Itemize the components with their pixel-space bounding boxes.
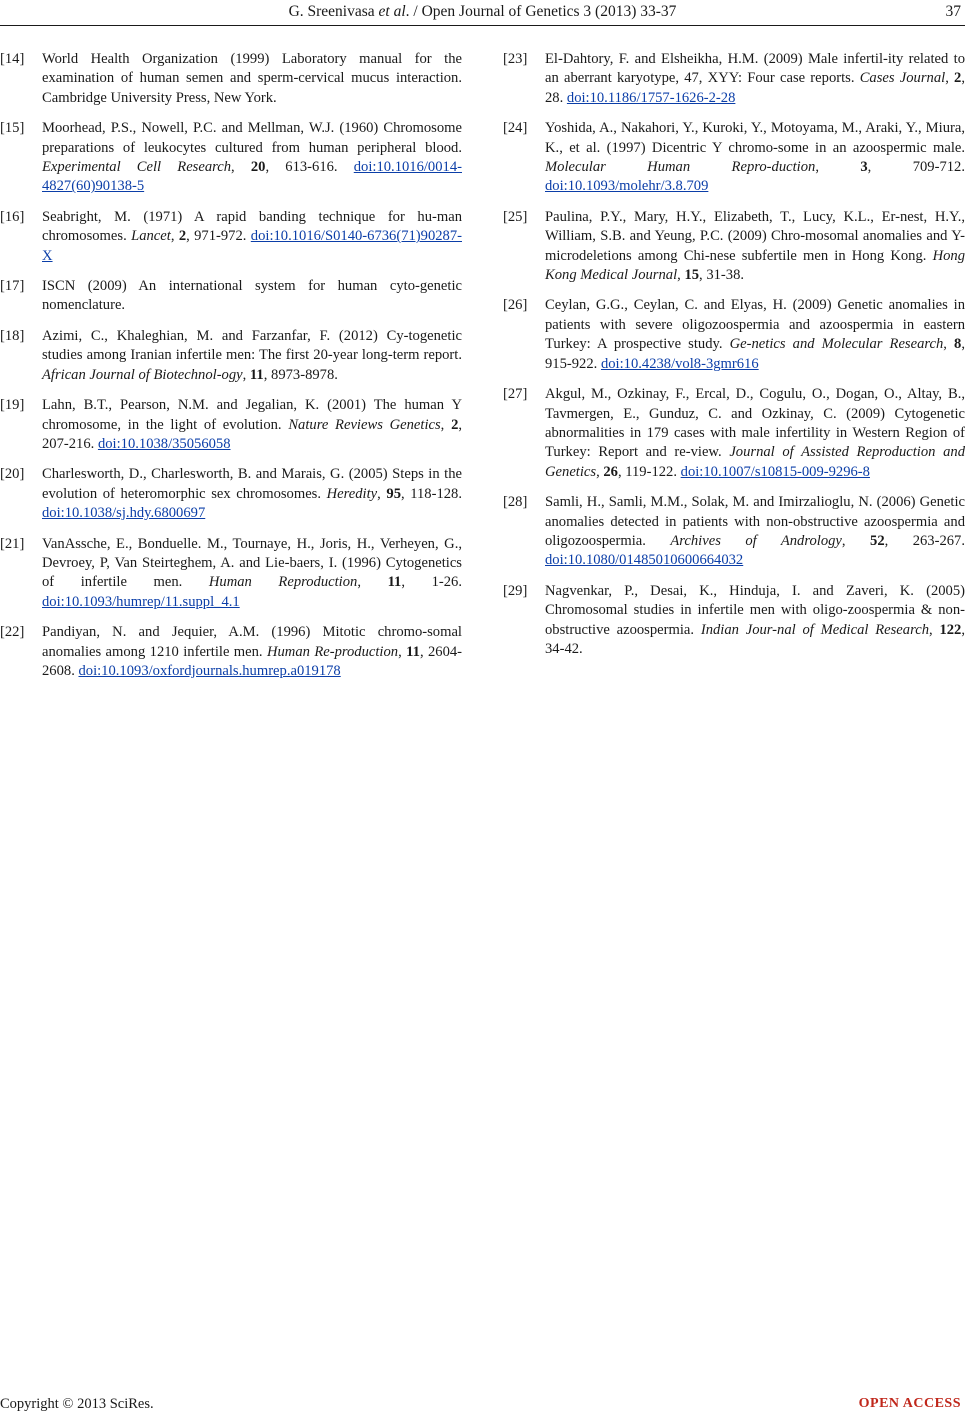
- reference-journal: Lancet: [131, 228, 171, 245]
- reference-doi-link[interactable]: doi:10.1093/molehr/3.8.709: [545, 178, 709, 195]
- reference-authors-title: Ceylan, G.G., Ceylan, C. and Elyas, H. (2009) Genetic anomalies in patients with severe oligozoospermia and azoospermia in eastern Turkey: A prospective study.: [545, 297, 965, 353]
- reference-pages: , 2604-2608.: [42, 643, 463, 679]
- reference-item: [0, 535, 462, 613]
- reference-authors-title: Yoshida, A., Nakahori, Y., Kuroki, Y., Motoyama, M., Araki, Y., Miura, K., et al. (1997) Dicentric Y chromo-some in an azoospermic male.: [545, 120, 965, 156]
- reference-item: [0, 50, 462, 108]
- reference-number: [17]: [0, 278, 25, 295]
- reference-journal: African Journal of Biotechnol-ogy: [42, 366, 243, 383]
- reference-authors-title: El-Dahtory, F. and Elsheikha, H.M. (2009) Male infertil-ity related to an aberrant karyotype, 47, XYY: Four case reports.: [545, 51, 965, 87]
- reference-authors-title: Nagvenkar, P., Desai, K., Hinduja, I. and Zaveri, K. (2005) Chromosomal studies in infertile men with oligo-zoospermia & non-obstructive azoospermia.: [545, 582, 965, 638]
- reference-item: [503, 493, 965, 571]
- reference-number: [27]: [503, 386, 528, 403]
- reference-text: [42, 278, 462, 313]
- reference-journal: Ge-netics and Molecular Research: [729, 336, 944, 353]
- reference-volume: 11: [406, 643, 420, 660]
- reference-text: [42, 397, 462, 452]
- reference-separator: ,: [357, 574, 388, 591]
- reference-item: [503, 119, 965, 197]
- reference-text: [545, 386, 965, 480]
- reference-volume: 2: [451, 416, 459, 433]
- reference-pages: , 28.: [545, 70, 965, 106]
- reference-authors-title: Seabright, M. (1971) A rapid banding technique for hu-man chromosomes.: [42, 208, 462, 245]
- reference-pages: , 915-922.: [545, 336, 965, 372]
- reference-text: [42, 328, 462, 383]
- reference-journal: Journal of Assisted Reproduction and Genetics: [545, 444, 965, 480]
- reference-number: [19]: [0, 397, 25, 414]
- reference-text: [545, 583, 965, 657]
- reference-number: [24]: [503, 120, 528, 137]
- reference-number: [16]: [0, 208, 25, 225]
- reference-text: [42, 51, 462, 106]
- reference-separator: ,: [943, 336, 955, 353]
- reference-text: [42, 466, 462, 521]
- reference-pages: , 207-216.: [42, 416, 463, 452]
- reference-item: [0, 119, 462, 197]
- header-etal: et al: [378, 3, 406, 20]
- reference-pages: , 709-712.: [867, 159, 965, 176]
- reference-pages: , 971-972.: [186, 228, 251, 245]
- reference-number: [28]: [503, 494, 528, 511]
- reference-volume: 95: [386, 485, 401, 502]
- header-rule: [0, 25, 965, 26]
- page-number: 37: [945, 3, 961, 20]
- reference-item: [503, 385, 965, 482]
- reference-number: [22]: [0, 624, 25, 641]
- reference-text: [42, 624, 462, 679]
- reference-authors-title: Lahn, B.T., Pearson, N.M. and Jegalian, K. (2001) The human Y chromosome, in the light of evolution.: [42, 397, 462, 433]
- reference-separator: ,: [815, 159, 861, 176]
- reference-doi-link[interactable]: doi:10.1080/01485010600664032: [545, 552, 744, 569]
- reference-journal: Indian Jour-nal of Medical Research: [700, 621, 929, 638]
- reference-item: [0, 208, 462, 266]
- reference-item: [0, 465, 462, 523]
- reference-authors-title: Samli, H., Samli, M.M., Solak, M. and Imirzalioglu, N. (2006) Genetic anomalies detected in patients with non-obstructive azoospermia and oligozoospermia.: [545, 494, 965, 549]
- reference-volume: 2: [178, 228, 187, 245]
- reference-authors-title: Pandiyan, N. and Jequier, A.M. (1996) Mitotic chromo-somal anomalies among 1210 infertile men.: [42, 624, 462, 660]
- reference-item: [503, 296, 965, 374]
- reference-pages: , 34-42.: [545, 621, 965, 657]
- reference-authors-title: World Health Organization (1999) Laboratory manual for the examination of human semen and sperm-cervical mucus interaction. Cambridge University Press, New York.: [42, 51, 462, 106]
- reference-authors-title: Akgul, M., Ozkinay, F., Ercal, D., Cogulu, O., Dogan, O., Altay, B., Tavmergen, E., Gunduz, C. and Ozkinay, C. (2009) Cytogenetic abnormalities in 179 cases with male infertility in Western Region of Turkey: Report and re-view.: [545, 386, 965, 461]
- reference-separator: ,: [398, 643, 407, 660]
- reference-journal: Human Re-production: [266, 643, 399, 660]
- reference-authors-title: ISCN (2009) An international system for human cyto-genetic nomenclature.: [42, 278, 462, 314]
- reference-number: [21]: [0, 535, 25, 552]
- reference-item: [503, 50, 965, 108]
- reference-item: [0, 277, 462, 316]
- reference-authors-title: Paulina, P.Y., Mary, H.Y., Elizabeth, T., Lucy, K.L., Er-nest, H.Y., William, S.B. and Yeung, P.C. (2009) Chro-mosomal anomalies and Y-microdeletions among Chi-nese subfertile men in Hong Kong.: [545, 208, 965, 264]
- reference-number: [20]: [0, 466, 25, 483]
- reference-number: [26]: [503, 297, 528, 314]
- reference-number: [25]: [503, 208, 528, 225]
- reference-separator: ,: [945, 70, 955, 87]
- reference-text: [42, 120, 462, 194]
- reference-journal: Human Reproduction: [208, 574, 358, 591]
- reference-number: [18]: [0, 327, 25, 344]
- reference-separator: ,: [440, 416, 452, 433]
- reference-journal: Hong Kong Medical Journal: [545, 247, 965, 284]
- reference-volume: 2: [954, 70, 962, 87]
- references-column-right: [503, 50, 965, 670]
- reference-authors-title: Moorhead, P.S., Nowell, P.C. and Mellman, W.J. (1960) Chromosome preparations of leukocytes cultured from human peripheral blood.: [42, 120, 462, 156]
- reference-journal: Archives of Andrology: [670, 532, 842, 549]
- reference-number: [23]: [503, 51, 528, 67]
- reference-volume: 52: [870, 532, 885, 549]
- open-access-label: OPEN ACCESS: [858, 1396, 961, 1411]
- header-journal: . / Open Journal of Genetics 3 (2013) 33-37: [405, 3, 677, 20]
- reference-pages: , 8973-8978.: [263, 366, 338, 383]
- reference-journal: Experimental Cell Research: [42, 159, 232, 176]
- reference-number: [29]: [503, 582, 528, 599]
- reference-text: [545, 51, 965, 106]
- reference-pages: , 613-616.: [265, 159, 354, 176]
- reference-item: [0, 396, 462, 454]
- reference-pages: , 31-38.: [699, 267, 745, 284]
- reference-pages: , 1-26.: [401, 574, 462, 591]
- reference-item: [503, 208, 965, 286]
- reference-volume: 11: [387, 574, 402, 591]
- reference-volume: 122: [939, 621, 962, 638]
- reference-journal: Heredity: [326, 485, 378, 502]
- reference-doi-link[interactable]: doi:10.1093/humrep/11.suppl_4.1: [42, 593, 240, 610]
- reference-item: [503, 582, 965, 660]
- reference-text: [42, 536, 462, 610]
- reference-separator: ,: [596, 463, 604, 480]
- reference-doi-link[interactable]: doi:10.1038/sj.hdy.6800697: [42, 505, 206, 522]
- reference-pages: , 263-267.: [884, 532, 965, 549]
- reference-number: [15]: [0, 120, 25, 137]
- reference-separator: ,: [231, 159, 251, 176]
- reference-doi-link[interactable]: doi:10.1007/s10815-009-9296-8: [680, 463, 870, 480]
- reference-pages: , 119-122.: [617, 463, 681, 480]
- reference-text: [545, 120, 965, 194]
- reference-number: [14]: [0, 51, 25, 67]
- reference-volume: 15: [684, 267, 700, 284]
- references-column-left: [0, 50, 462, 692]
- reference-journal: Cases Journal: [859, 70, 946, 87]
- reference-text: [545, 494, 965, 568]
- reference-separator: ,: [677, 267, 685, 284]
- reference-item: [0, 623, 462, 681]
- reference-text: [42, 209, 462, 264]
- reference-volume: 11: [249, 366, 264, 383]
- reference-doi-link[interactable]: doi:10.1038/35056058: [97, 435, 231, 452]
- reference-authors-title: Charlesworth, D., Charlesworth, B. and Marais, G. (2005) Steps in the evolution of heteromorphic sex chromosomes.: [42, 466, 462, 502]
- reference-separator: ,: [841, 532, 871, 549]
- reference-authors-title: Azimi, C., Khaleghian, M. and Farzanfar, F. (2012) Cy-togenetic studies among Iranian infertile men: The first 20-year long-term report.: [42, 327, 462, 364]
- reference-separator: ,: [929, 621, 940, 638]
- reference-journal: Molecular Human Repro-duction: [545, 159, 816, 176]
- reference-journal: Nature Reviews Genetics: [288, 416, 441, 433]
- reference-volume: 20: [250, 159, 266, 176]
- reference-authors-title: VanAssche, E., Bonduelle. M., Tournaye, H., Joris, H., Verheyen, G., Devroey, P, Van Steirteghem, A. and Lie-baers, I. (1996) Cytogenetics of infertile men.: [42, 535, 462, 591]
- reference-volume: 8: [954, 336, 962, 353]
- reference-item: [0, 327, 462, 385]
- reference-volume: 3: [860, 159, 868, 176]
- reference-text: [545, 209, 965, 283]
- reference-separator: ,: [170, 228, 179, 245]
- reference-separator: ,: [242, 366, 250, 383]
- reference-volume: 26: [603, 463, 618, 480]
- reference-doi-link[interactable]: doi:10.1016/0014-4827(60)90138-5: [42, 159, 462, 195]
- reference-doi-link[interactable]: doi:10.4238/vol8-3gmr616: [600, 355, 759, 372]
- header-author: G. Sreenivasa: [288, 3, 375, 20]
- page-footer: [0, 1396, 965, 1414]
- reference-doi-link[interactable]: doi:10.1016/S0140-6736(71)90287-X: [42, 228, 462, 264]
- copyright-notice: Copyright © 2013 SciRes.: [0, 1396, 154, 1412]
- reference-doi-link[interactable]: doi:10.1186/1757-1626-2-28: [566, 89, 736, 106]
- reference-separator: ,: [377, 485, 387, 502]
- reference-pages: , 118-128.: [400, 485, 462, 502]
- reference-doi-link[interactable]: doi:10.1093/oxfordjournals.humrep.a019178: [78, 662, 341, 679]
- running-title: [0, 3, 965, 21]
- running-header: [0, 0, 965, 30]
- reference-text: [545, 297, 965, 371]
